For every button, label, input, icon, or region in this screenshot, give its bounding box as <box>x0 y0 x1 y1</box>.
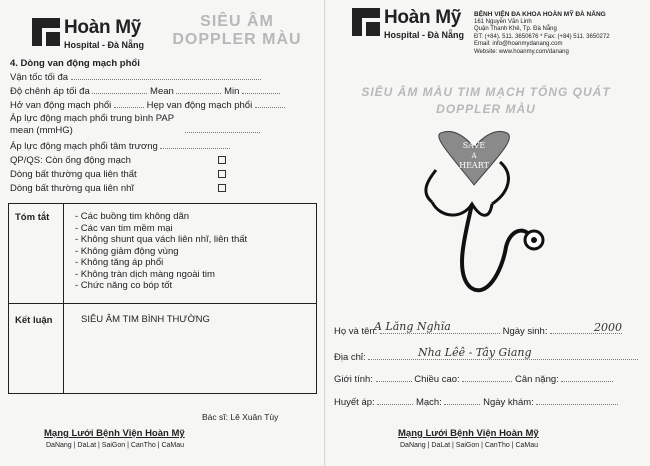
exam-date-field[interactable] <box>536 397 618 405</box>
vitals-row-1 <box>334 374 613 385</box>
right-page <box>326 0 650 466</box>
vitals-row-2 <box>334 397 618 408</box>
hospital-logo <box>352 8 464 40</box>
hospital-info-line: Quận Thanh Khê, Tp. Đà Nẵng <box>474 26 557 32</box>
qpqs-label: QP/QS: Còn ống động mạch <box>10 155 131 166</box>
exam-date-label: Ngày khám: <box>483 397 534 408</box>
logo-name: Hoàn Mỹ <box>384 7 462 28</box>
bp-field[interactable] <box>377 397 413 405</box>
summary-table <box>8 203 317 394</box>
lv-label: Dòng bất thường qua liên thất <box>10 169 137 180</box>
dob-label: Ngày sinh: <box>502 326 548 337</box>
stenosis-field[interactable] <box>255 100 285 108</box>
section-heading: 4. Dòng van động mạch phổi <box>10 58 140 69</box>
hospital-name: BỆNH VIỆN ĐA KHOA HOÀN MỸ ĐÀ NẴNG <box>474 11 606 18</box>
table-divider-horizontal <box>9 303 316 304</box>
gradient-field[interactable] <box>92 86 147 94</box>
form-title <box>162 13 312 49</box>
summary-label: Tóm tắt <box>15 212 50 223</box>
min-field[interactable] <box>242 86 280 94</box>
summary-item: - Chức năng co bóp tốt <box>75 280 173 291</box>
summary-item: - Không shunt qua vách liên nhĩ, liên thất <box>75 234 248 245</box>
bp-label: Huyết áp: <box>334 397 375 408</box>
min-label: Min <box>224 86 240 97</box>
footer-title: Mạng Lưới Bệnh Viện Hoàn Mỹ <box>44 428 185 439</box>
name-value: A Lăng Nghĩa <box>374 320 451 333</box>
pap-label-2: mean (mmHG) <box>10 125 73 136</box>
summary-item: - Không tăng áp phổi <box>75 257 164 268</box>
conclusion-label: Kết luận <box>15 315 53 326</box>
dob-value: 2000 <box>594 321 622 334</box>
la-checkbox[interactable] <box>218 184 226 192</box>
regurg-label: Hở van động mạch phổi <box>10 100 112 111</box>
pulse-field[interactable] <box>444 397 480 405</box>
stenosis-label: Hẹp van động mạch phổi <box>146 100 253 111</box>
summary-item: - Các van tim mềm mại <box>75 222 173 234</box>
form-title <box>336 84 636 118</box>
hospital-info-line: Email: info@hoanmydanang.com <box>474 41 563 47</box>
heart-text: HEART <box>459 161 489 170</box>
diastolic-row <box>10 141 230 152</box>
sex-field[interactable] <box>376 374 412 382</box>
weight-label: Cân nặng: <box>514 374 559 385</box>
summary-item: - Không giảm động vùng <box>75 245 179 257</box>
la-label: Dòng bất thường qua liên nhĩ <box>10 183 135 194</box>
qpqs-checkbox[interactable] <box>218 156 226 164</box>
conclusion-value: SIÊU ÂM TIM BÌNH THƯỜNG <box>81 314 210 325</box>
hospital-info-line: ĐT: (+84). 511. 3650676 * Fax: (+84) 511. 3650272 <box>474 33 610 40</box>
hospital-info-line: Website: www.hoanmy.com/danang <box>474 48 569 55</box>
diastolic-label: Áp lực động mạch phổi tâm trương <box>10 141 158 152</box>
footer-title: Mạng Lưới Bệnh Viện Hoàn Mỹ <box>398 428 539 439</box>
name-label: Họ và tên: <box>334 326 378 337</box>
hospital-info-line: 161 Nguyễn Văn Linh <box>474 18 532 25</box>
vmax-row <box>10 72 261 83</box>
diastolic-field[interactable] <box>160 141 230 149</box>
logo-mark-icon <box>32 18 60 46</box>
address-value: Nha Lêê - Tây Giang <box>418 346 532 359</box>
table-divider-vertical <box>63 204 64 393</box>
doctor-signature: Bác sĩ: Lê Xuân Tùy <box>202 412 279 422</box>
weight-field[interactable] <box>561 374 613 382</box>
regurg-field[interactable] <box>114 100 144 108</box>
pap-field[interactable] <box>185 125 260 133</box>
footer-cities: DaNang | DaLat | SaiGon | CanTho | CaMau <box>400 442 539 449</box>
heart-text: A <box>471 152 477 160</box>
footer-cities: DaNang | DaLat | SaiGon | CanTho | CaMau <box>46 442 185 449</box>
pap-row <box>10 125 260 136</box>
mean-field[interactable] <box>176 86 221 94</box>
gradient-row <box>10 86 280 97</box>
vmax-field[interactable] <box>71 72 261 80</box>
logo-sub: Hospital - Đà Nẵng <box>384 30 465 40</box>
logo-name: Hoàn Mỹ <box>64 17 142 38</box>
gradient-label: Độ chênh áp tối đa <box>10 86 90 97</box>
hospital-info <box>474 11 610 56</box>
lv-checkbox[interactable] <box>218 170 226 178</box>
title-line-2: DOPPLER MÀU <box>436 102 536 116</box>
logo-mark-icon <box>352 8 380 36</box>
heart-stethoscope-icon <box>406 122 576 302</box>
vmax-label: Vận tốc tối đa <box>10 72 69 83</box>
pap-label-1: Áp lực động mạch phổi trung bình PAP <box>10 113 175 124</box>
title-line-1: SIÊU ÂM <box>200 13 274 30</box>
hospital-logo <box>32 18 144 50</box>
title-line-2: DOPPLER MÀU <box>172 31 302 48</box>
logo-sub: Hospital - Đà Nẵng <box>64 40 145 50</box>
regurg-row <box>10 100 285 111</box>
sex-label: Giới tính: <box>334 374 373 385</box>
height-label: Chiều cao: <box>414 374 460 385</box>
summary-item: - Các buồng tim không dãn <box>75 211 190 222</box>
title-line-1: SIÊU ÂM MÀU TIM MẠCH TỔNG QUÁT <box>361 85 611 99</box>
height-field[interactable] <box>462 374 512 382</box>
summary-list <box>75 211 247 292</box>
pulse-label: Mạch: <box>415 397 442 408</box>
address-label: Địa chỉ: <box>334 352 366 363</box>
summary-item: - Không tràn dịch màng ngoài tim <box>75 268 215 280</box>
mean-label: Mean <box>150 86 174 97</box>
heart-text: SAVE <box>462 141 486 150</box>
